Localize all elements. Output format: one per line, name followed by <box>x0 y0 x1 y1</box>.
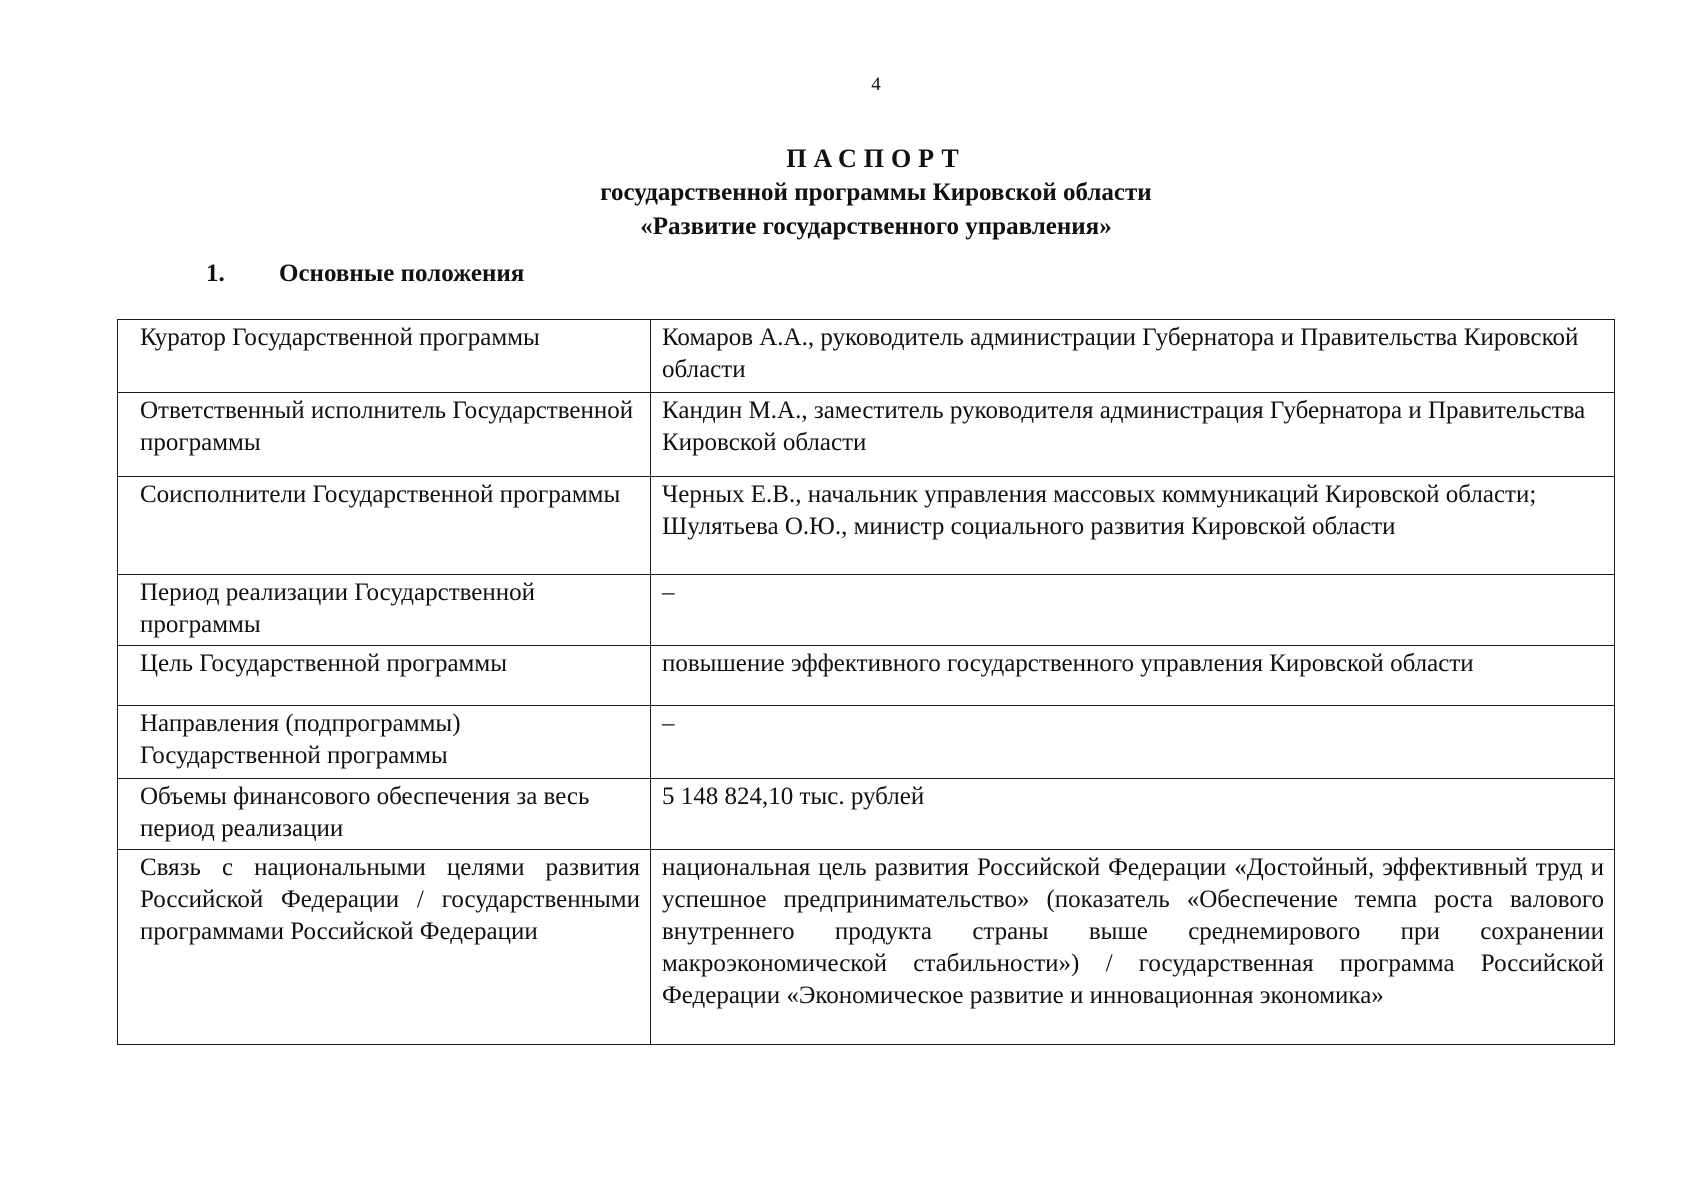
table-row <box>118 477 1615 575</box>
row-label: Связь с национальными целями развития Российской Федерации / государственными программами Российской Федерации <box>118 850 651 1045</box>
table-row <box>118 706 1615 779</box>
table-row <box>118 320 1615 393</box>
row-value: Комаров А.А., руководитель администрации Губернатора и Правительства Кировской области <box>651 320 1615 393</box>
title-program-name: государственной программы Кировской области <box>600 179 1152 206</box>
table-row <box>118 393 1615 477</box>
row-value: национальная цель развития Российской Федерации «Достойный, эффективный труд и успешное предпринимательство» (показатель «Обеспечение темпа роста валового внутреннего продукта страны выше среднемирового при сохранении макроэкономической стабильности») / государственная программа Российской Федерации «Экономическое развитие и инновационная экономика» <box>651 850 1615 1045</box>
title-main: ПАСПОРТ <box>786 144 966 173</box>
page-number: 4 <box>871 74 881 95</box>
table-row <box>118 646 1615 706</box>
row-value: – <box>651 575 1615 646</box>
section-title: Основные положения <box>279 260 525 287</box>
section-heading <box>206 260 524 288</box>
passport-table <box>117 319 1615 1045</box>
row-label: Соисполнители Государственной программы <box>118 477 651 575</box>
co-executor-1: Черных Е.В., начальник управления массовых коммуникаций Кировской области; <box>662 481 1537 508</box>
section-number: 1. <box>206 260 225 287</box>
table-row <box>118 850 1615 1045</box>
row-value: Кандин М.А., заместитель руководителя администрация Губернатора и Правительства Кировской области <box>651 393 1615 477</box>
row-label: Ответственный исполнитель Государственной программы <box>118 393 651 477</box>
row-label: Куратор Государственной программы <box>118 320 651 393</box>
co-executor-2: Шулятьева О.Ю., министр социального развития Кировской области <box>662 513 1396 540</box>
row-label: Объемы финансового обеспечения за весь период реализации <box>118 779 651 850</box>
row-label: Период реализации Государственной программы <box>118 575 651 646</box>
row-value: – <box>651 706 1615 779</box>
table-row <box>118 779 1615 850</box>
title-program-subject: «Развитие государственного управления» <box>640 213 1112 240</box>
row-value: повышение эффективного государственного управления Кировской области <box>651 646 1615 706</box>
table-row <box>118 575 1615 646</box>
row-label: Цель Государственной программы <box>118 646 651 706</box>
row-value: 5 148 824,10 тыс. рублей <box>651 779 1615 850</box>
document-title <box>0 142 1700 244</box>
row-label: Направления (подпрограммы) Государственной программы <box>118 706 651 779</box>
row-value <box>651 477 1615 575</box>
